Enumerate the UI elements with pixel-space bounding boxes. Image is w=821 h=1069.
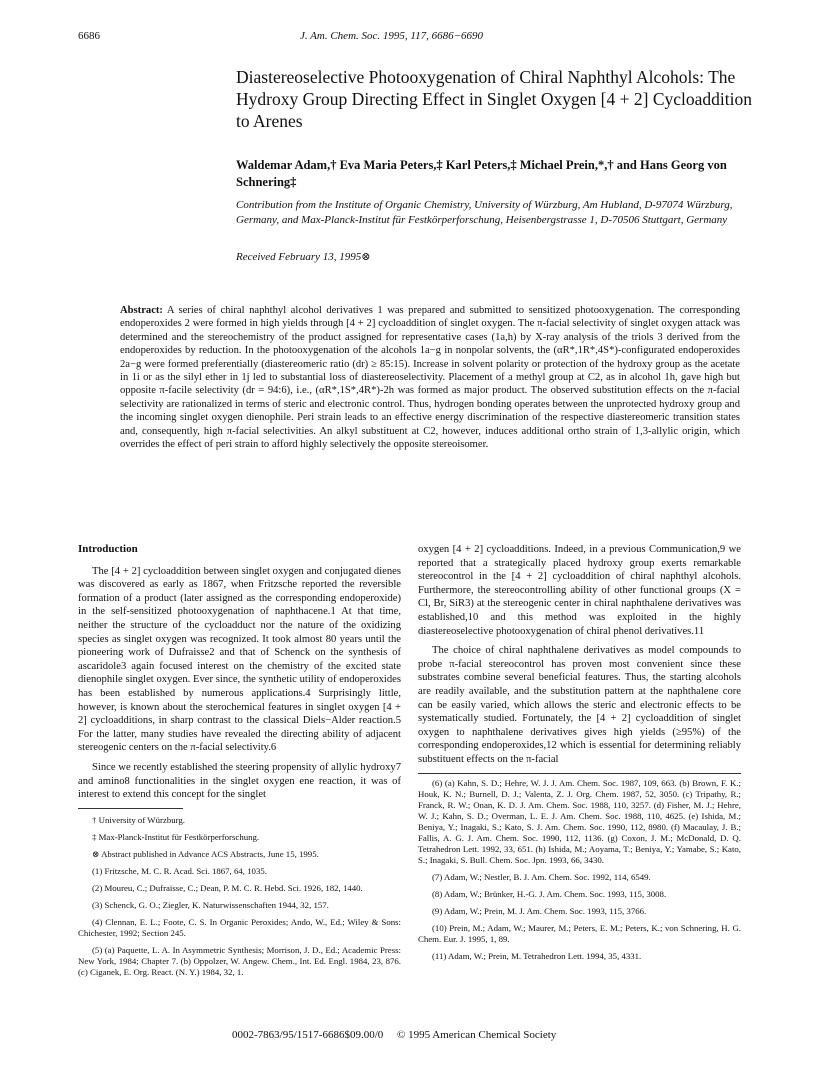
footnote: † University of Würzburg. xyxy=(92,814,186,825)
section-heading-introduction: Introduction xyxy=(78,543,138,555)
page-footer: 0002-7863/95/1517-6686$09.00/0 © 1995 American Chemical Society xyxy=(232,1029,557,1041)
received-date: Received February 13, 1995⊗ xyxy=(236,251,371,263)
left-column xyxy=(78,543,401,984)
footnote: ⊗ Abstract published in Advance ACS Abstracts, June 15, 1995. xyxy=(92,848,319,859)
footnote: (10) Prein, M.; Adam, W.; Maurer, M.; Peters, E. M.; Peters, K.; von Schnering, H. G. Chem. Eur. J. 1995, 1, 89. xyxy=(418,922,741,944)
footnote: (7) Adam, W.; Nestler, B. J. Am. Chem. Soc. 1992, 114, 6549. xyxy=(432,871,651,882)
footnote: (4) Clennan, E. L.; Foote, C. S. In Organic Peroxides; Ando, W., Ed.; Wiley & Sons: Chichester, 1992; Section 245. xyxy=(78,916,401,938)
footnote: (9) Adam, W.; Prein, M. J. Am. Chem. Soc. 1993, 115, 3766. xyxy=(432,905,647,916)
abstract xyxy=(120,304,740,451)
footnote-divider xyxy=(78,808,183,809)
footnote: ‡ Max-Planck-Institut für Festkörperforschung. xyxy=(92,831,260,842)
body-paragraph: oxygen [4 + 2] cycloadditions. Indeed, in a previous Communication,9 we reported that a strategically placed hydroxy group exerts remarkable stereocontrol in the [4 + 2] cycloaddition of chiral naphthyl alcohols. Furthermore, the stereocontrolling ability of other functional groups (X = Cl, Br, SiR3) at the stereogenic center in chiral naphthalene derivatives was established,10 and this method was exploited in the highly diastereoselective photooxygenation of chiral phenol derivatives.11 xyxy=(418,544,741,637)
article-title: Diastereoselective Photooxygenation of Chiral Naphthyl Alcohols: The Hydroxy Group Directing Effect in Singlet Oxygen [4 + 2] Cycloaddition to Arenes xyxy=(236,67,752,131)
abstract-text: A series of chiral naphthyl alcohol derivatives 1 was prepared and submitted to sensitized photooxygenation. The corresponding endoperoxides 2 were formed in high yields through [4 + 2] cycloaddition of singlet oxygen. The π-facial selectivity of singlet oxygen attack was determined and the stereochemistry of the product assigned for representative cases (1a,h) by X-ray analysis of the triols 3 derived from the endoperoxides by reduction. In the photooxygenation of the alcohols 1a−g in nonpolar solvents, the (αR*,1R*,4S*)-configurated endoperoxides 2a−g were formed preferentially (diastereomeric ratio (dr) ≥ 85:15). Increase in solvent polarity or protection of the hydroxy group as the acetate in 1i or as the silyl ether in 1j led to substantial loss of diastereoselectivity. Placement of a methyl group at C2, as in alcohol 1h, gave high but opposite π-facile selectivity (dr = 94:6), i.e., (αR*,1S*,4R*)-2h was formed as major product. The observed substitution effects on the π-facial selectivity are rationalized in terms of steric and electronic control. Thus, hydrogen bonding operates between the unprotected hydroxy group and the incoming singlet oxygen dienophile. Peri strain leads to an effective energy discrimination of the respective diastereomeric transition states and, consequently, high π-facial selectivities. An alkyl substituent at C2, however, induces additional ortho strain of 1,3-allylic origin, which overrides the effect of peri strain to afford highly selectively the opposite stereoisomer. xyxy=(120,305,740,451)
footnote: (11) Adam, W.; Prein, M. Tetrahedron Lett. 1994, 35, 4331. xyxy=(432,950,642,961)
body-paragraph: Since we recently established the steering propensity of allylic hydroxy7 and amino8 functionalities in the singlet oxygen ene reaction, it was of interest to extend this concept for the singlet xyxy=(78,761,401,801)
right-column xyxy=(418,543,741,968)
affiliation: Contribution from the Institute of Organic Chemistry, University of Würzburg, Am Hubland, D-97074 Würzburg, Germany, and Max-Planck-Institut für Festkörperforschung, Heisenbergstrasse 1, D-70506 Stuttgart, Germany xyxy=(236,199,733,226)
footnote: (8) Adam, W.; Brünker, H.-G. J. Am. Chem. Soc. 1993, 115, 3008. xyxy=(432,888,667,899)
page-number: 6686 xyxy=(78,30,100,42)
body-paragraph: The [4 + 2] cycloaddition between singlet oxygen and conjugated dienes was discovered as early as 1867, when Fritzsche reported the reversible formation of a product (later assigned as the corresponding endoperoxide) in the self-sensitized photooxygenation of naphthacene.1 At that time, neither the structure of the cycloadduct nor the nature of the oxidizing species as singlet oxygen was recognized. It took almost 80 years until the pioneering work of Dufraisse2 and that of Schenck on the synthesis of ascaridole3 again focused interest on the chemistry of the excited state dienophile singlet oxygen. Ever since, the synthetic utility of endoperoxides has been established by numerous applications.4 Surprisingly little, however, is known about the sterochemical features in singlet oxygen [4 + 2] cycloadditions, in sharp contrast to the classical Diels−Alder reaction.5 For the latter, many studies have revealed the directing ability of adjacent stereogenic centers on the π-facial selectivity.6 xyxy=(78,565,401,754)
reference-list xyxy=(418,773,741,962)
author-list: Waldemar Adam,† Eva Maria Peters,‡ Karl Peters,‡ Michael Prein,*,† and Hans Georg von Schnering‡ xyxy=(236,158,727,189)
running-header: J. Am. Chem. Soc. 1995, 117, 6686−6690 xyxy=(300,30,483,42)
footnote: (2) Moureu, C.; Dufraisse, C.; Dean, P. M. C. R. Hebd. Sci. 1926, 182, 1440. xyxy=(92,882,363,893)
footnote: (5) (a) Paquette, L. A. In Asymmetric Synthesis; Morrison, J. D., Ed.; Academic Press: New York, 1984; Chapter 7. (b) Oppolzer, W. Angew. Chem., Int. Ed. Engl. 1984, 23, 876. (c) Ciganek, E. Org. React. (N. Y.) 1984, 32, 1. xyxy=(78,944,401,977)
abstract-label: Abstract: xyxy=(120,305,163,316)
body-paragraph: The choice of chiral naphthalene derivatives as model compounds to probe π-facial stereocontrol has proven most convenient since these substrates combine several beneficial features. Thus, the starting alcohols are readily available, and the substitution pattern at the naphthalene core can be easily varied, which allows the steric and electronic effects to be systematically studied. Fortunately, the [4 + 2] cycloaddition of singlet oxygen to naphthalene derivatives gives high yields (≥95%) of the corresponding endoperoxides,12 which is essential for determining reliably substituent effects on the π-facial xyxy=(418,645,741,765)
footnote: (3) Schenck, G. O.; Ziegler, K. Naturwissenschaften 1944, 32, 157. xyxy=(92,899,329,910)
footnote: (1) Fritzsche, M. C. R. Acad. Sci. 1867, 64, 1035. xyxy=(92,865,267,876)
footnote: (6) (a) Kahn, S. D.; Hehre, W. J. J. Am. Chem. Soc. 1987, 109, 663. (b) Brown, F. K.; Houk, K. N.; Burnell, D. J.; Valenta, Z. J. Org. Chem. 1987, 52, 3050. (c) Tripathy, R.; Franck, R. W.; Onan, K. D. J. Am. Chem. Soc. 1988, 110, 3257. (d) Fisher, M. J.; Hehre, W. J.; Kahn, S. D.; Overman, L. E. J. Am. Chem. Soc. 1988, 110, 4625. (e) Ishida, M.; Beniya, Y.; Inagaki, S.; Kato, S. J. Am. Chem. Soc. 1990, 112, 8980. (f) Macaulay, J. B.; Fallis, A. G. J. Am. Chem. Soc. 1990, 112, 1136. (g) Coxon, J. M.; McDonald, D. Q. Tetrahedron Lett. 1992, 33, 651. (h) Ishida, M.; Aoyama, T.; Beniya, Y.; Yamabe, S.; Kato, S.; Inagaki, S. Bull. Chem. Soc. Jpn. 1993, 66, 3430. xyxy=(418,777,741,865)
